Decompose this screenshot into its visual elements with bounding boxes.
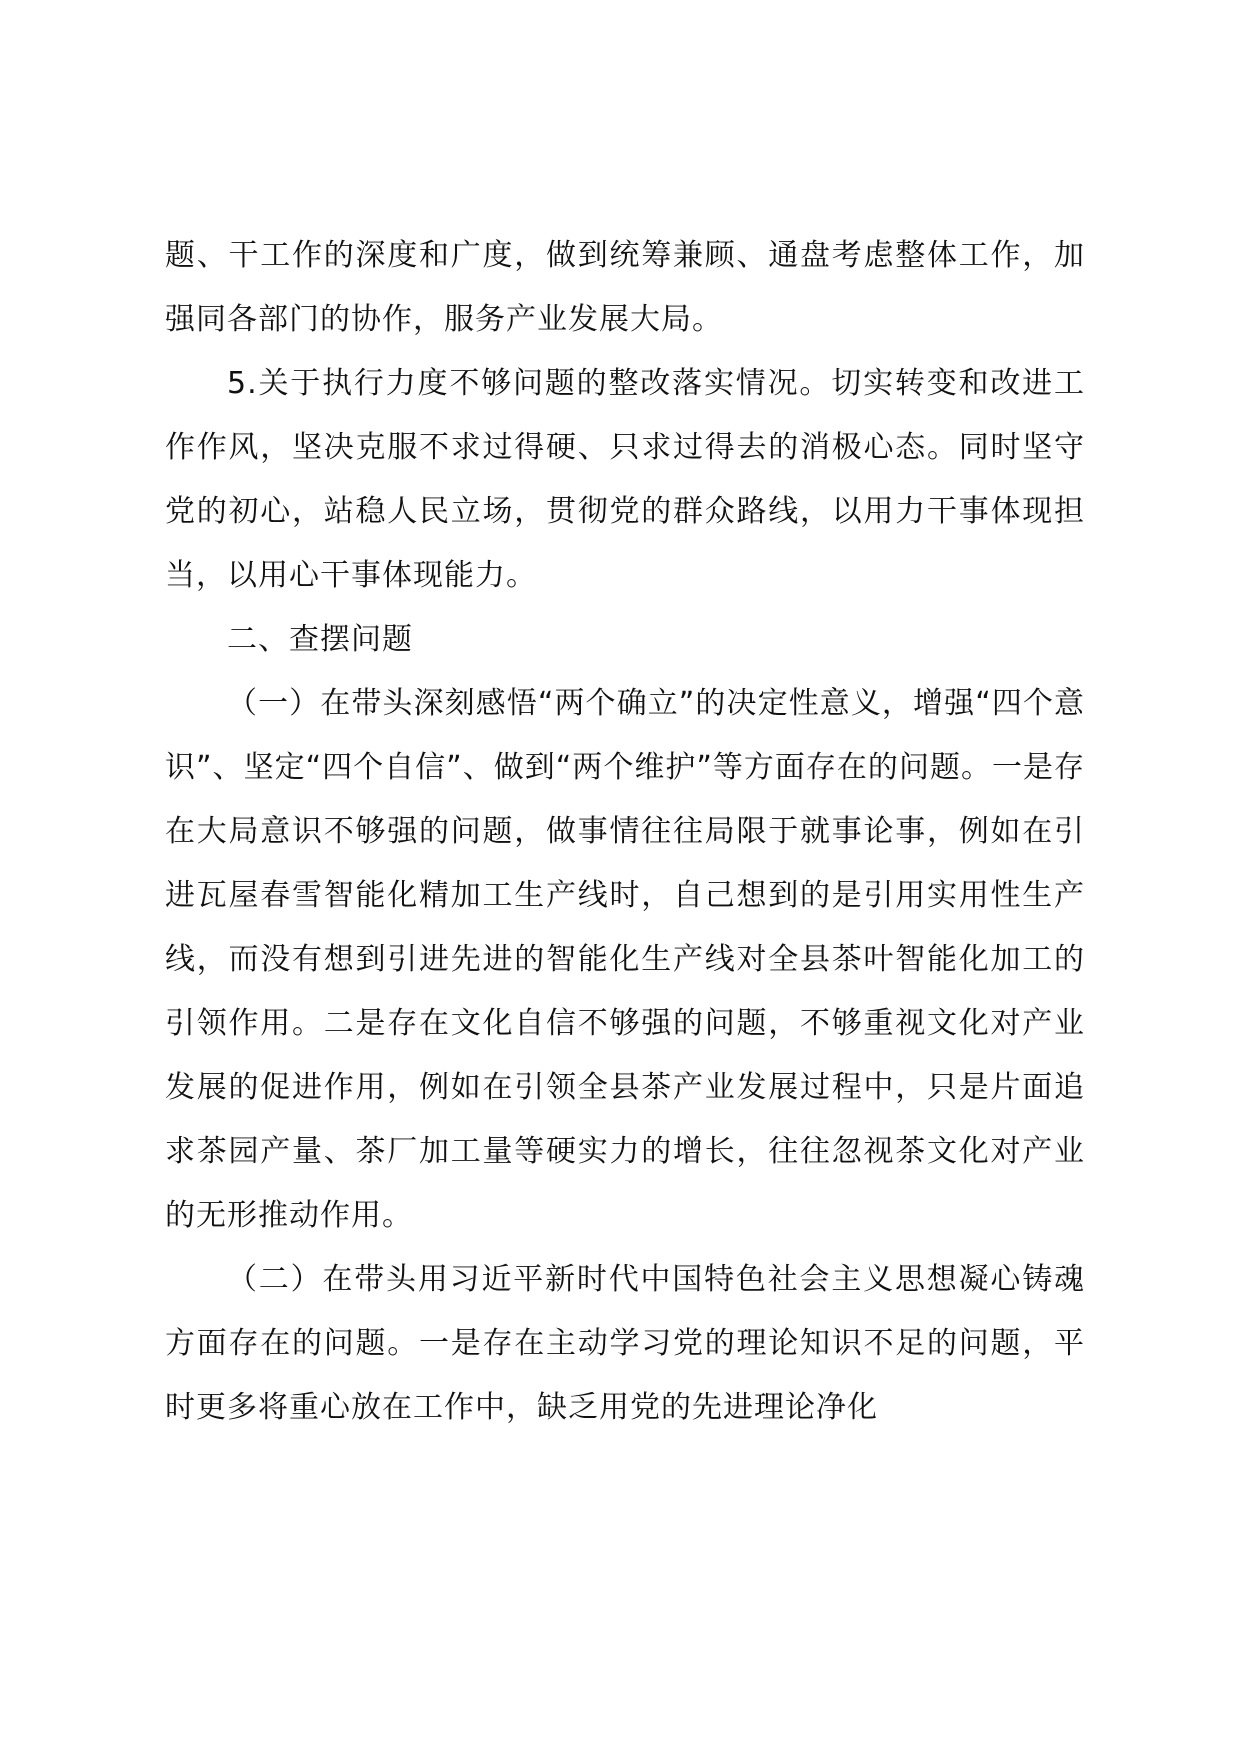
paragraph-subsection-2: （二）在带头用习近平新时代中国特色社会主义思想凝心铸魂方面存在的问题。一是存在主动学习党的理论知识不足的问题，平时更多将重心放在工作中，缺乏用党的先进理论净化 (165, 1262, 1085, 1425)
section-heading-2: 二、查摆问题 (227, 622, 413, 657)
paragraph-continuation: 题、干工作的深度和广度，做到统筹兼顾、通盘考虑整体工作，加强同各部门的协作，服务产业发展大局。 (165, 238, 1085, 337)
paragraph-subsection-1: （一）在带头深刻感悟“两个确立”的决定性意义，增强“四个意识”、坚定“四个自信”、做到“两个维护”等方面存在的问题。一是存在大局意识不够强的问题，做事情往往局限于就事论事，例如在引进瓦屋春雪智能化精加工生产线时，自己想到的是引用实用性生产线，而没有想到引进先进的智能化生产线对全县茶叶智能化加工的引领作用。二是存在文化自信不够强的问题，不够重视文化对产业发展的促进作用，例如在引领全县茶产业发展过程中，只是片面追求茶园产量、茶厂加工量等硬实力的增长，往往忽视茶文化对产业的无形推动作用。 (165, 686, 1085, 1233)
paragraph-item-5: 5.关于执行力度不够问题的整改落实情况。切实转变和改进工作作风，坚决克服不求过得硬、只求过得去的消极心态。同时坚守党的初心，站稳人民立场，贯彻党的群众路线，以用力干事体现担当，以用心干事体现能力。 (165, 366, 1085, 593)
document-body (165, 224, 1085, 1440)
